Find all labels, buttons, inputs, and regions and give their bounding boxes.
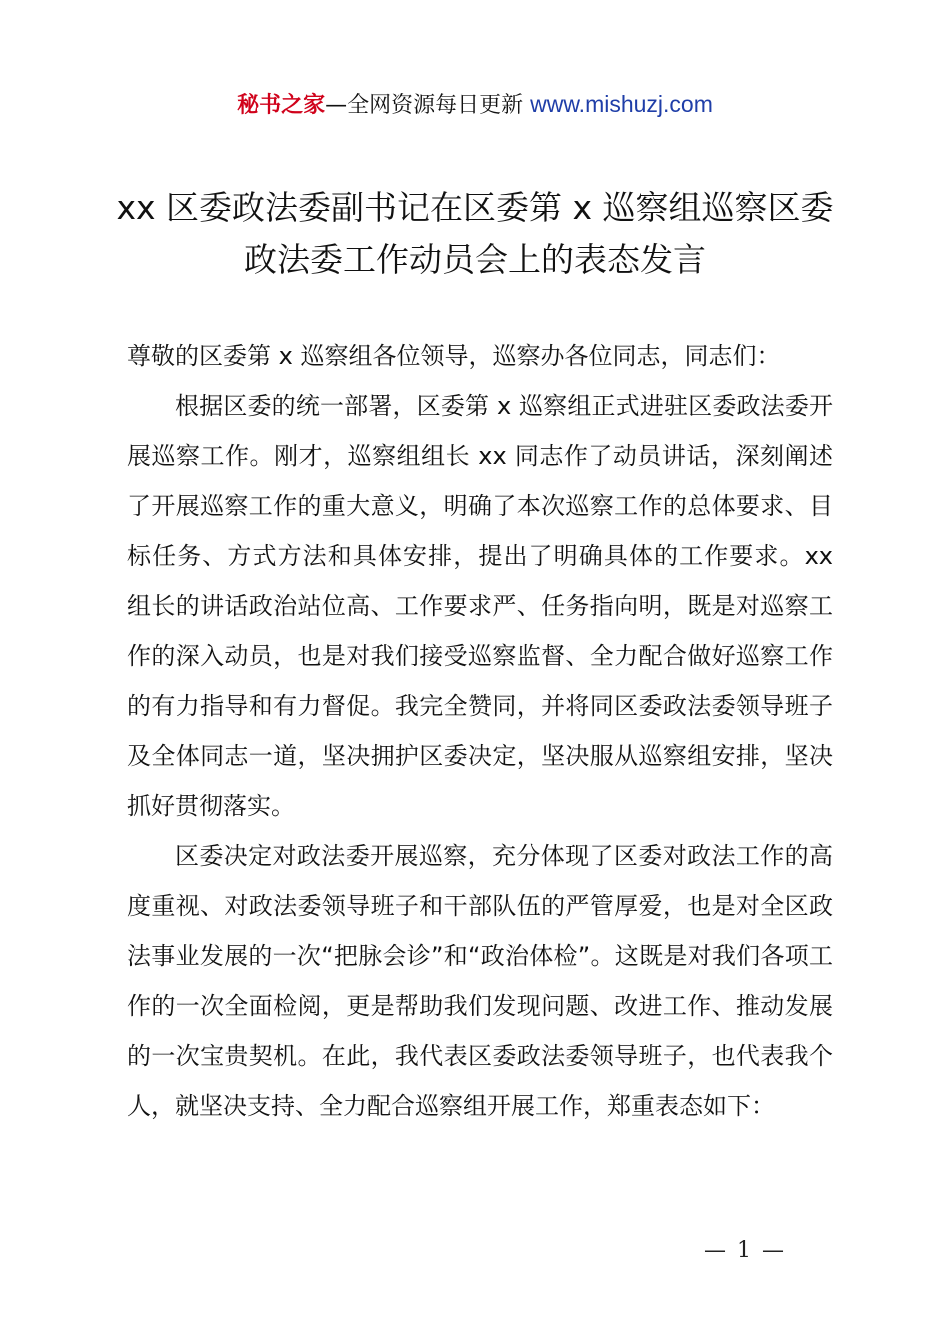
document-title: xx 区委政法委副书记在区委第 x 巡察组巡察区委政法委工作动员会上的表态发言	[116, 188, 834, 279]
site-brand: 秘书之家	[237, 93, 326, 118]
document-body	[127, 331, 833, 1131]
salutation: 尊敬的区委第 x 巡察组各位领导，巡察办各位同志，同志们：	[127, 342, 781, 370]
site-header	[0, 88, 950, 122]
site-url-link[interactable]: www.mishuzj.com	[530, 91, 713, 117]
paragraph-2: 区委决定对政法委开展巡察，充分体现了区委对政法工作的高度重视、对政法委领导班子和干部队伍的严管厚爱，也是对全区政法事业发展的一次“把脉会诊”和“政治体检”。这既是对我们各项工作的一次全面检阅，更是帮助我们发现问题、改进工作、推动发展的一次宝贵契机。在此，我代表区委政法委领导班子，也代表我个人，就坚决支持、全力配合巡察组开展工作，郑重表态如下：	[127, 842, 833, 1120]
page-number: — 1 —	[704, 1238, 786, 1263]
paragraph-1: 根据区委的统一部署，区委第 x 巡察组正式进驻区委政法委开展巡察工作。刚才，巡察组组长 xx 同志作了动员讲话，深刻阐述了开展巡察工作的重大意义，明确了本次巡察工作的总体要求、目标任务、方式方法和具体安排，提出了明确具体的工作要求。xx 组长的讲话政治站位高、工作要求严、任务指向明，既是对巡察工作的深入动员，也是对我们接受巡察监督、全力配合做好巡察工作的有力指导和有力督促。我完全赞同，并将同区委政法委领导班子及全体同志一道，坚决拥护区委决定，坚决服从巡察组安排，坚决抓好贯彻落实。	[127, 392, 833, 820]
site-tagline: —全网资源每日更新	[325, 93, 531, 118]
